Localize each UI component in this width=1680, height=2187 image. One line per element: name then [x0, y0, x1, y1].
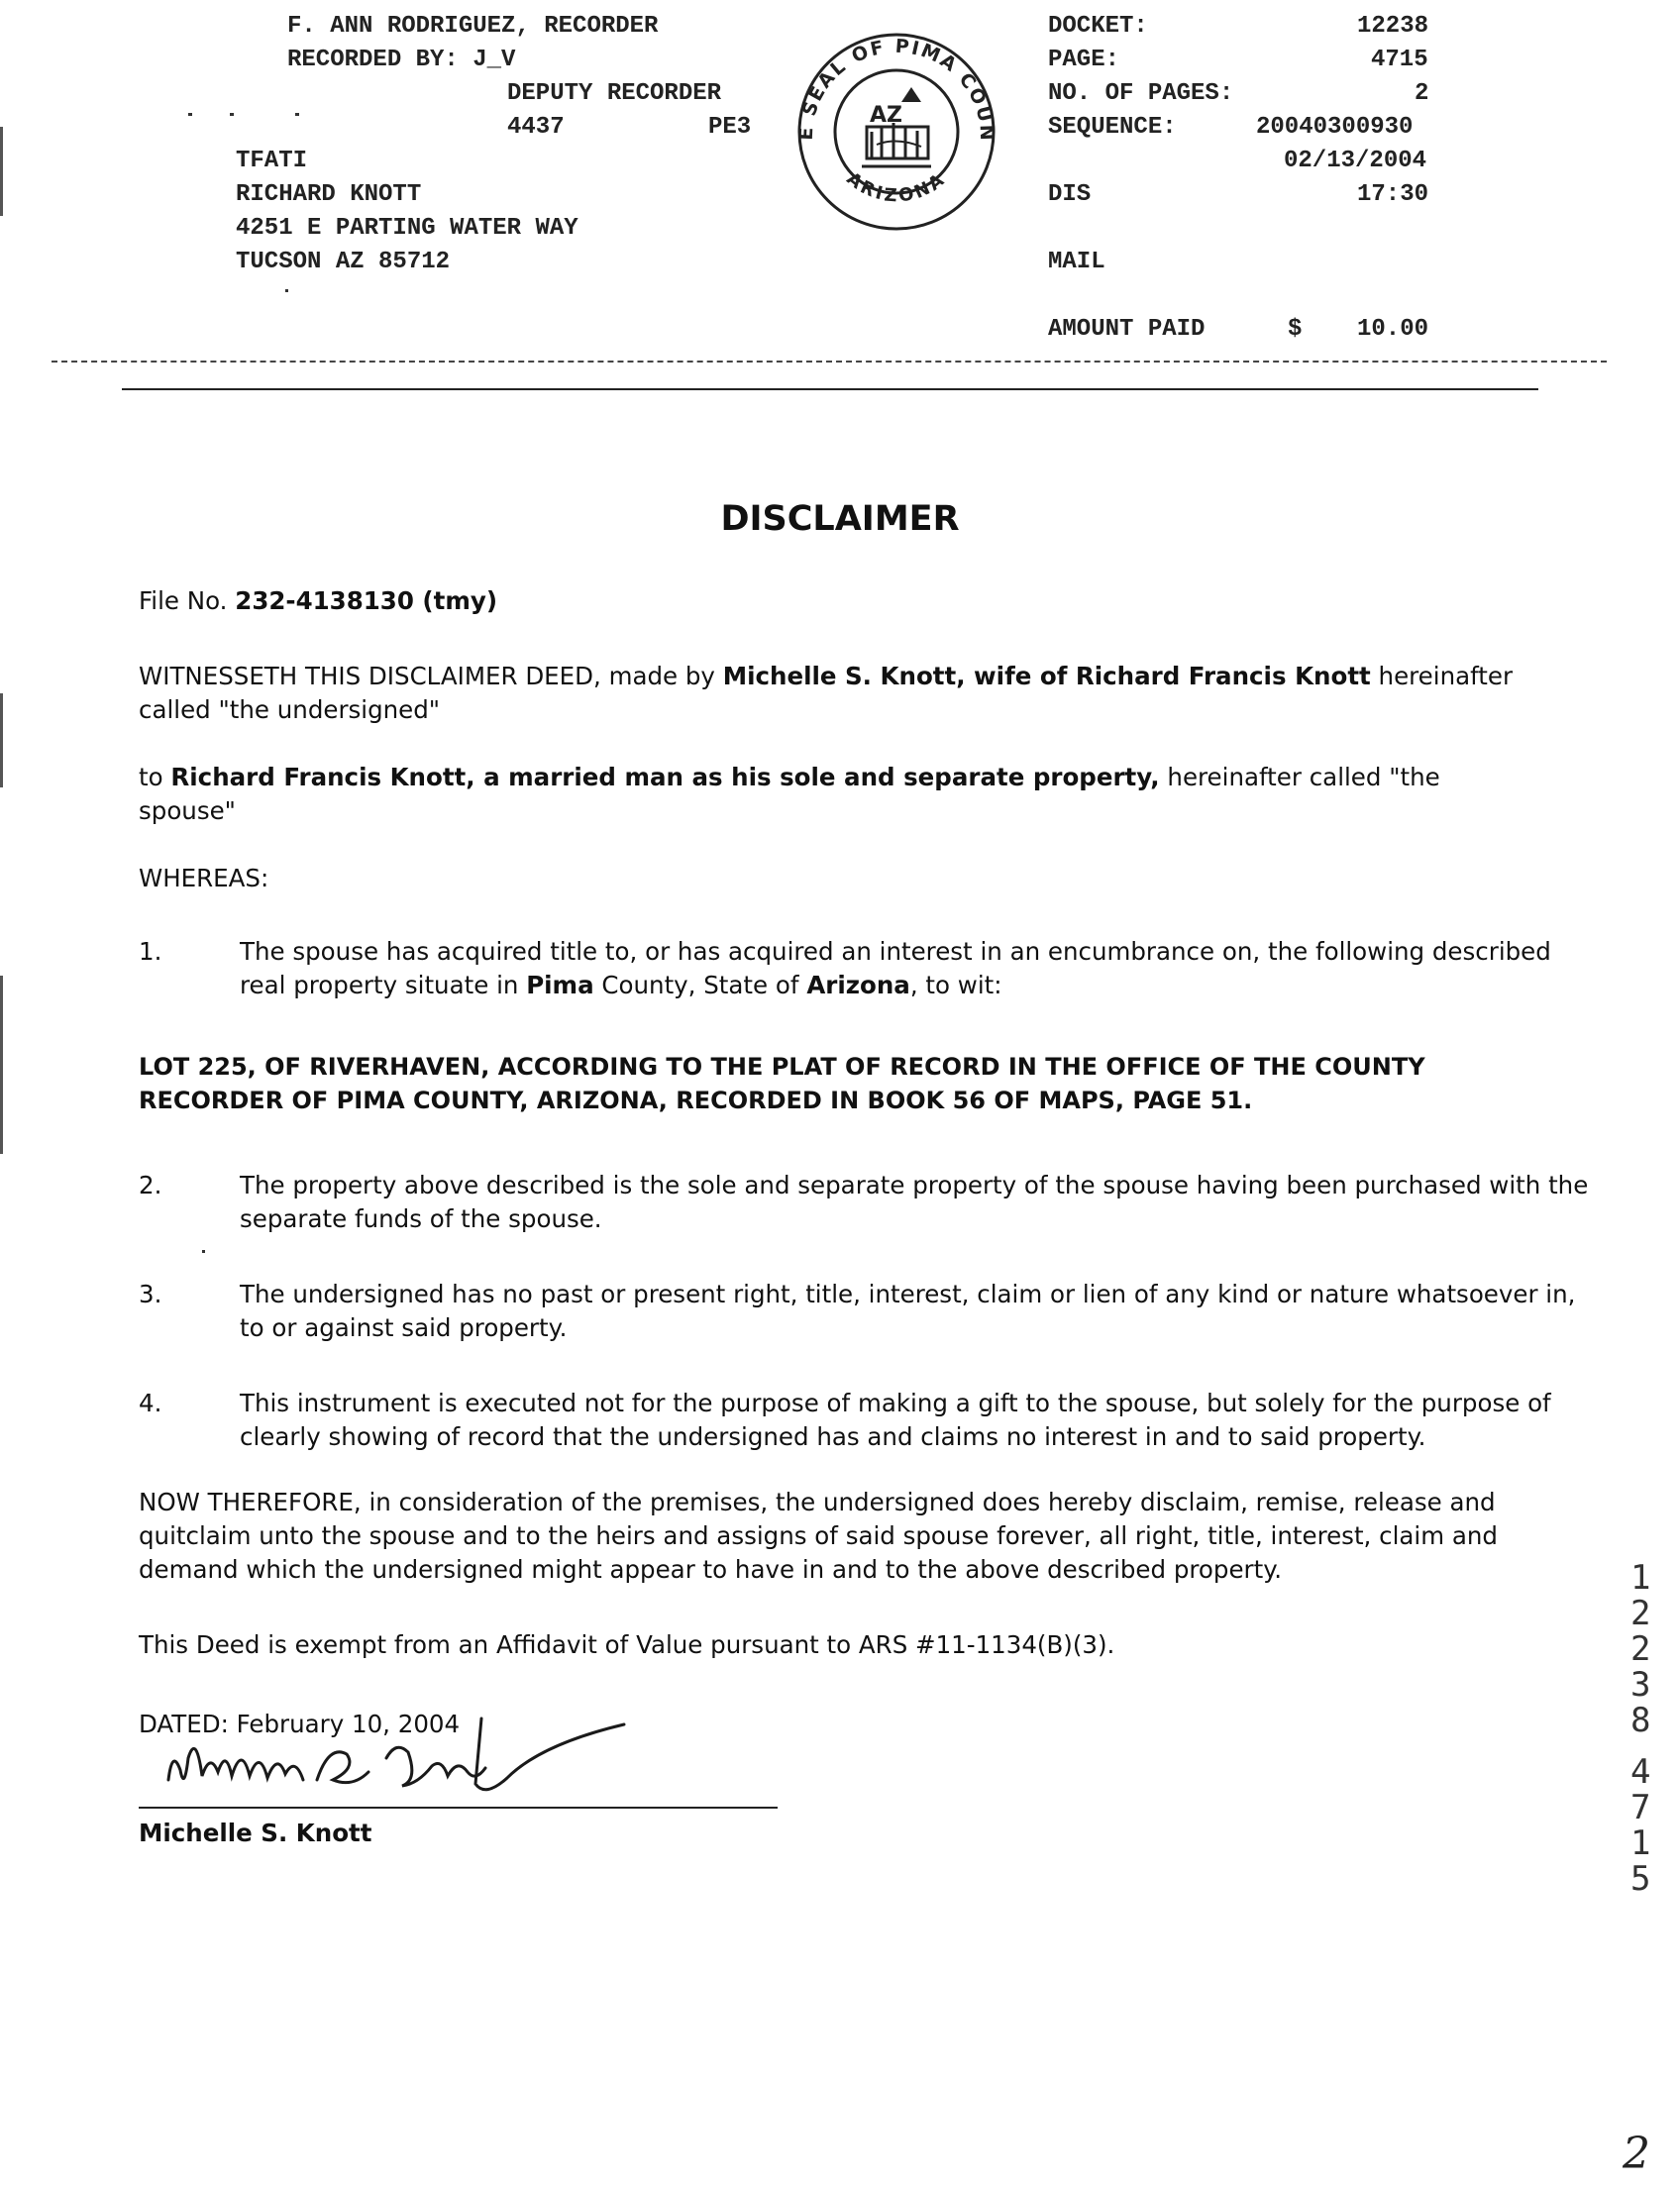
seal-top-text: E SEAL OF PIMA COUN	[794, 35, 998, 144]
side-stamp-digit: 2	[1630, 1629, 1651, 1669]
side-stamp-digit: 3	[1630, 1665, 1651, 1705]
side-stamp-digit: 2	[1630, 1594, 1651, 1633]
amount-paid-label: AMOUNT PAID	[1048, 316, 1206, 343]
grantee-paragraph	[139, 761, 1535, 828]
document-title: DISCLAIMER	[720, 499, 960, 539]
witnesseth-intro: WITNESSETH THIS DISCLAIMER DEED, made by	[139, 662, 715, 690]
amount-currency: $	[1288, 316, 1303, 343]
scan-speck	[202, 1250, 205, 1253]
scan-speck	[188, 113, 192, 116]
seal-bottom-text: ARIZONA	[842, 167, 951, 207]
scan-speck	[230, 113, 234, 116]
side-stamp-digit: 4	[1630, 1752, 1651, 1792]
whereas-heading: WHEREAS:	[139, 864, 269, 892]
file-number-label: File No.	[139, 586, 228, 615]
item-1-part-b: County, State of	[601, 971, 799, 999]
margin-mark	[0, 693, 3, 787]
scan-speck	[295, 113, 299, 116]
code-suffix: PE3	[708, 114, 752, 141]
header-separator-dashed	[52, 361, 1607, 363]
item-4-text: This instrument is executed not for the purpose of making a gift to the spouse, but solely for the purpose of clearly showing of record that the undersigned has and claims no interest in and to said property.	[240, 1389, 1551, 1451]
item-1-number: 1.	[139, 937, 162, 966]
mail-label: MAIL	[1048, 249, 1105, 275]
margin-mark	[0, 976, 3, 1154]
item-2-text: The property above described is the sole and separate property of the spouse having been purchased with the separate funds of the spouse.	[240, 1171, 1589, 1233]
side-stamp-digit: 1	[1630, 1558, 1651, 1598]
witnesseth-paragraph	[139, 660, 1535, 727]
item-1-county: Pima	[526, 971, 594, 999]
side-stamp-digit: 5	[1630, 1859, 1651, 1899]
recorder-name: F. ANN RODRIGUEZ, RECORDER	[287, 13, 659, 40]
amount-paid-value: 10.00	[1357, 316, 1429, 343]
page-label: PAGE:	[1048, 47, 1120, 73]
item-2-number: 2.	[139, 1171, 162, 1199]
pages-label: NO. OF PAGES:	[1048, 80, 1234, 107]
return-name: RICHARD KNOTT	[236, 181, 422, 208]
item-1-state: Arizona	[806, 971, 910, 999]
header-separator-line	[122, 388, 1538, 390]
grantor-party: Michelle S. Knott, wife of Richard Francis Knott	[722, 662, 1371, 690]
code-number: 4437	[507, 114, 565, 141]
item-4-number: 4.	[139, 1389, 162, 1417]
exemption-statement: This Deed is exempt from an Affidavit of Value pursuant to ARS #11-1134(B)(3).	[139, 1630, 1115, 1659]
side-stamp-digit: 1	[1630, 1823, 1651, 1863]
side-stamp-digit: 7	[1630, 1788, 1651, 1827]
grantee-party: Richard Francis Knott, a married man as his sole and separate property,	[170, 763, 1160, 791]
spouse-definition: hereinafter called "the spouse"	[139, 763, 1440, 825]
item-1-text	[240, 935, 1597, 1002]
deputy-recorder: DEPUTY RECORDER	[507, 80, 722, 107]
undersigned-definition: hereinafter called "the undersigned"	[139, 662, 1514, 724]
to-word: to	[139, 763, 163, 791]
tfati-label: TFATI	[236, 148, 308, 174]
corner-page-mark: 2	[1623, 2129, 1650, 2179]
now-therefore-paragraph: NOW THEREFORE, in consideration of the premises, the undersigned does hereby disclaim, remise, release and quitclaim unto the spouse and to the heirs and assigns of said spouse forever, all right, title, interest, claim and demand which the undersigned might appear to have in and to the above described property.	[139, 1488, 1498, 1584]
pages-value: 2	[1415, 80, 1429, 107]
item-3-number: 3.	[139, 1280, 162, 1308]
pima-county-seal	[783, 28, 1010, 236]
file-number-value: 232-4138130 (tmy)	[235, 586, 498, 615]
page-value: 4715	[1371, 47, 1428, 73]
scan-speck	[285, 289, 288, 292]
item-3-text: The undersigned has no past or present right, title, interest, claim or lien of any kind or nature whatsoever in, to or against said property.	[240, 1280, 1576, 1342]
seal-graphic	[783, 28, 1010, 236]
docket-label: DOCKET:	[1048, 13, 1148, 40]
item-1-part-c: , to wit:	[909, 971, 1002, 999]
margin-mark	[0, 127, 3, 216]
side-stamp-digit: 8	[1630, 1701, 1651, 1740]
docket-value: 12238	[1357, 13, 1429, 40]
recorded-by: RECORDED BY: J_V	[287, 47, 516, 73]
recording-date: 02/13/2004	[1284, 148, 1427, 174]
signer-name: Michelle S. Knott	[139, 1819, 372, 1847]
file-number	[139, 584, 497, 618]
item-1-part-a: The spouse has acquired title to, or has acquired an interest in an encumbrance on, the following described real property situate in	[240, 937, 1551, 999]
dis-label: DIS	[1048, 181, 1092, 208]
seal-center-text: AZ	[870, 103, 902, 128]
dated-line: DATED: February 10, 2004	[139, 1710, 461, 1738]
signature-text: Michelle S Knott	[158, 1689, 167, 1690]
return-street: 4251 E PARTING WATER WAY	[236, 215, 578, 242]
sequence-value: 20040300930	[1256, 114, 1414, 141]
sequence-label: SEQUENCE:	[1048, 114, 1177, 141]
signature-line	[139, 1807, 778, 1809]
return-city: TUCSON AZ 85712	[236, 249, 451, 275]
legal-description: LOT 225, OF RIVERHAVEN, ACCORDING TO THE PLAT OF RECORD IN THE OFFICE OF THE COUNTY RECORDER OF PIMA COUNTY, ARIZONA, RECORDED IN BOOK 56 OF MAPS, PAGE 51.	[139, 1053, 1425, 1114]
recording-time: 17:30	[1357, 181, 1429, 208]
